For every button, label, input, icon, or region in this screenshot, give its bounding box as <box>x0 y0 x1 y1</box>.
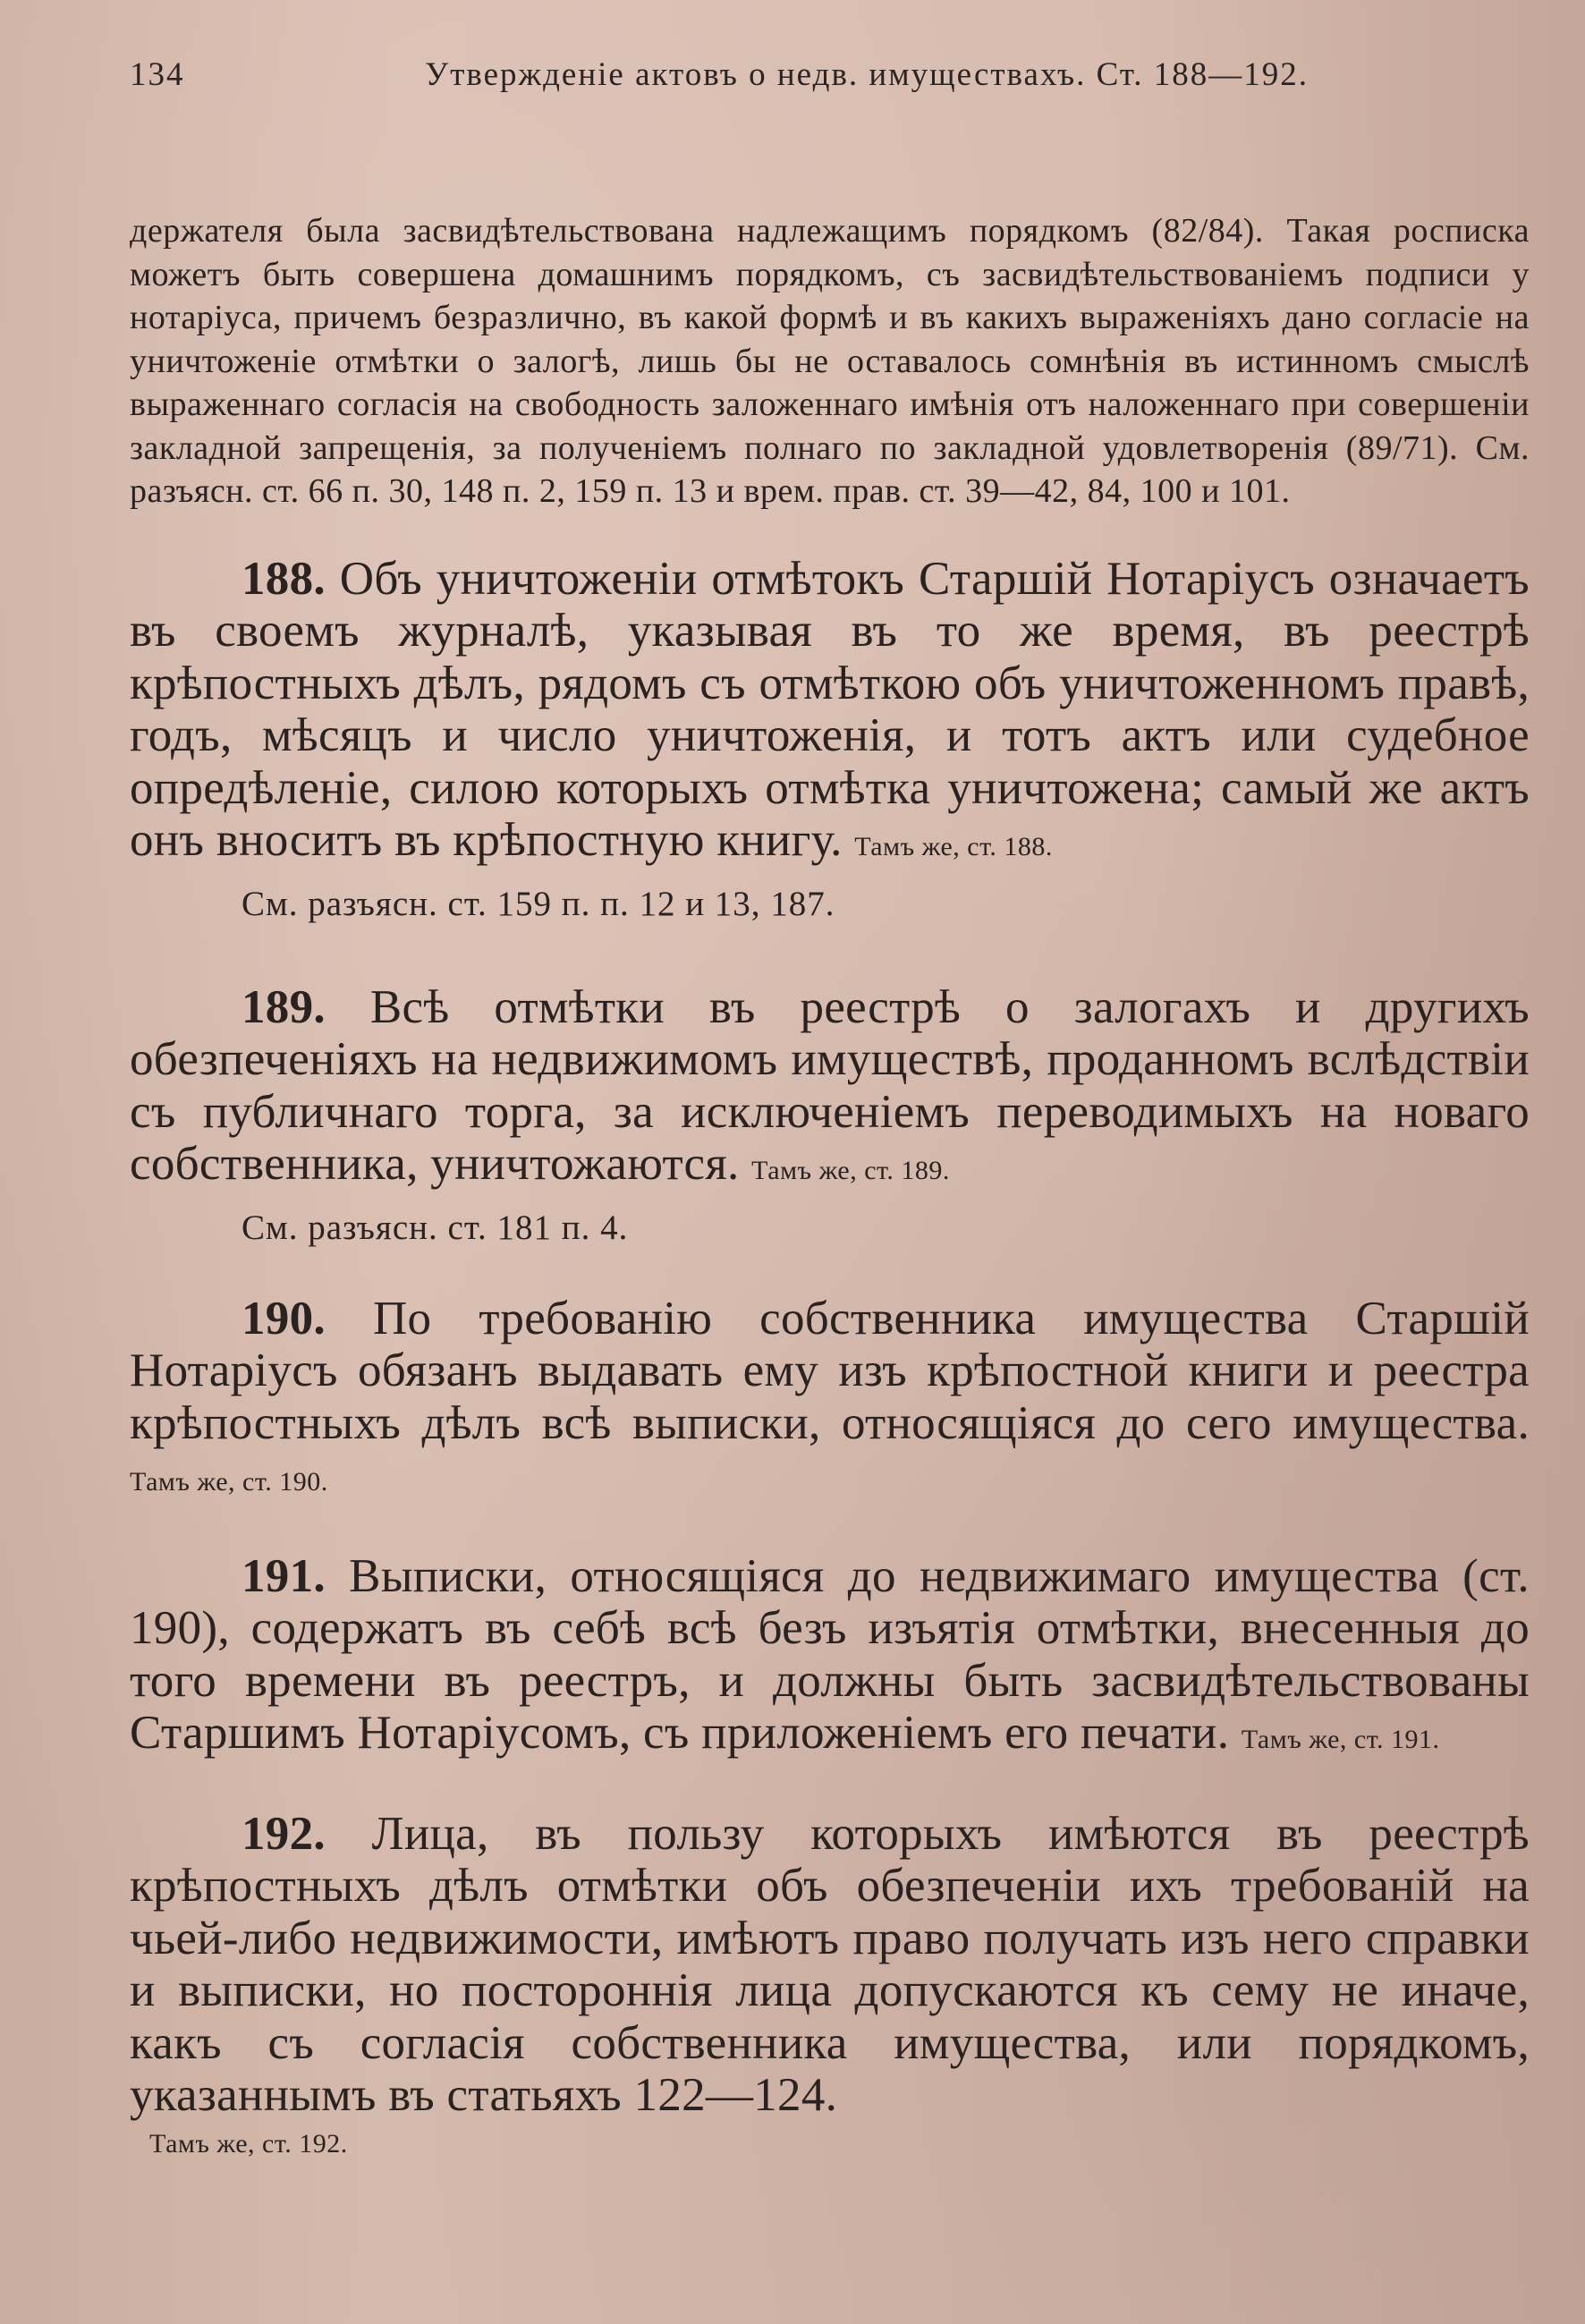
article-number: 191. <box>242 1549 326 1602</box>
article-see-also: См. разъясн. ст. 181 п. 4. <box>242 1208 629 1247</box>
article-source: Тамъ же, ст. 190. <box>130 1467 328 1497</box>
article-text: Всѣ отмѣтки въ реестрѣ о залогахъ и другихъ обезпеченіяхъ на недвижимомъ имуществѣ, проданномъ вслѣдствіи съ публичнаго торга, за исключеніемъ переводимыхъ на новаго собственника, уничтожаются. <box>130 980 1530 1190</box>
article-192 <box>130 1808 1530 2122</box>
article-text: Лица, въ пользу которыхъ имѣются въ реестрѣ крѣпостныхъ дѣлъ отмѣтки объ обезпеченіи ихъ требованій на чьей-либо недвижимости, имѣютъ право получать изъ него справки и выписки, но постороннія лица допускаются къ сему не иначе, какъ съ согласія собственника имущества, или порядкомъ, указаннымъ въ статьяхъ 122—124. <box>130 1807 1530 2121</box>
article-source: Тамъ же, ст. 192. <box>149 2128 348 2159</box>
article-number: 190. <box>242 1292 326 1344</box>
article-190 <box>130 1293 1530 1509</box>
article-text: Объ уничтоженіи отмѣтокъ Старшій Нотаріусъ означаетъ въ своемъ журналѣ, указывая въ то же время, въ реестрѣ крѣпостныхъ дѣлъ, рядомъ съ отмѣткою объ уничтоженномъ правѣ, годъ, мѣсяцъ и число уничтоженія, и тотъ актъ или судебное опредѣленіе, силою которыхъ отмѣтка уничтожена; самый же актъ онъ вноситъ въ крѣпостную книгу. <box>130 552 1530 866</box>
article-see-also: См. разъясн. ст. 159 п. п. 12 и 13, 187. <box>242 884 835 923</box>
article-191 <box>130 1550 1530 1767</box>
continuation-paragraph <box>130 209 1530 513</box>
article-number: 192. <box>242 1807 326 1860</box>
continuation-text: держателя была засвидѣтельствована надлежащимъ порядкомъ (82/84). Такая росписка можетъ быть совершена домашнимъ порядкомъ, съ засвидѣтельствованіемъ подписи у нотаріуса, причемъ безразлично, въ какой формѣ и въ какихъ выраженіяхъ дано согласіе на уничтоженіе отмѣтки о залогѣ, лишь бы не оставалось сомнѣнія въ истинномъ смыслѣ выраженнаго согласія на свободность заложеннаго имѣнія отъ наложеннаго при совершеніи закладной запрещенія, за полученіемъ полнаго по закладной удовлетворенія (89/71). См. разъясн. ст. 66 п. 30, 148 п. 2, 159 п. 13 и врем. прав. ст. 39—42, 84, 100 и 101. <box>130 212 1530 510</box>
article-source: Тамъ же, ст. 188. <box>854 832 1053 861</box>
article-source: Тамъ же, ст. 189. <box>751 1156 950 1185</box>
article-text: По требованію собственника имущества Старшій Нотаріусъ обязанъ выдавать ему изъ крѣпостной книги и реестра крѣпостныхъ дѣлъ всѣ выписки, относящіяся до сего имущества. <box>130 1292 1530 1449</box>
page-header <box>130 43 1531 115</box>
article-number: 189. <box>242 980 326 1033</box>
article-188 <box>130 553 1530 874</box>
article-number: 188. <box>242 552 326 605</box>
article-source: Тамъ же, ст. 191. <box>1241 1725 1440 1754</box>
running-title: Утвержденіе актовъ о недв. имуществахъ. Ст. 188—192. <box>425 56 1310 93</box>
article-text: Выписки, относящіяся до недвижимаго имущества (ст. 190), содержатъ въ себѣ всѣ безъ изъятія отмѣтки, внесенныя до того времени въ реестръ, и должны быть засвидѣтельствованы Старшимъ Нотаріусомъ, съ приложеніемъ его печати. <box>130 1549 1530 1759</box>
page-number: 134 <box>130 56 185 93</box>
article-189 <box>130 981 1530 1198</box>
